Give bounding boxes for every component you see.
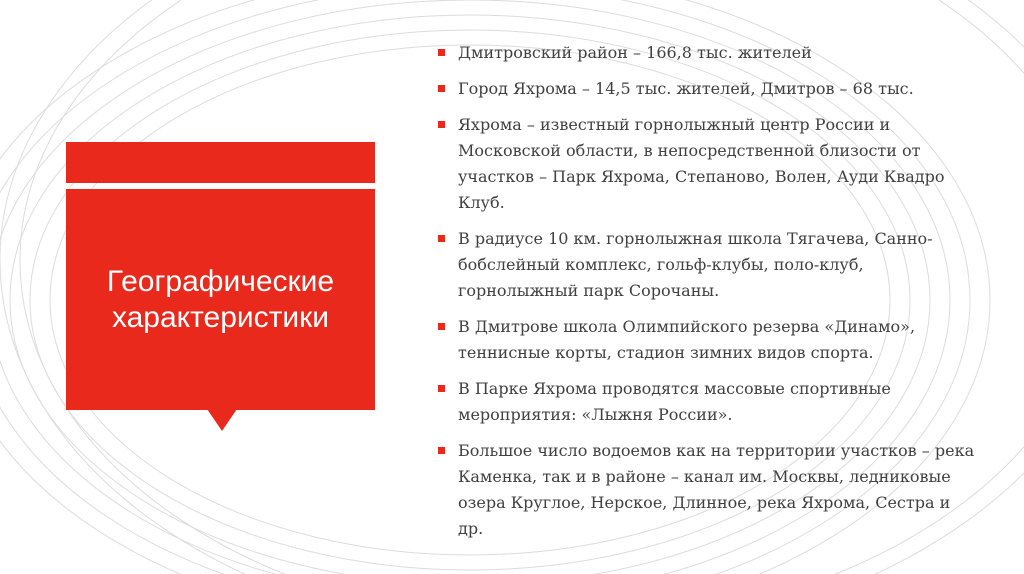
bullet-item — [437, 40, 977, 66]
bullet-text: Большое число водоемов как на территории участков – река Каменка, так и в районе – канал им. Москвы, ледниковые озера Круглое, Нерское, Длинное, река Яхрома, Сестра и др. — [458, 441, 975, 538]
bullet-square-icon — [438, 385, 445, 392]
title-panel-pointer — [207, 409, 237, 431]
bullet-square-icon — [438, 235, 445, 242]
bullet-item — [437, 226, 977, 304]
bullet-text: В радиусе 10 км. горнолыжная школа Тягачева, Санно-бобслейный комплекс, гольф-клубы, поло-клуб, горнолыжный парк Сорочаны. — [458, 229, 933, 300]
bullet-item — [437, 76, 977, 102]
bullet-text: В Дмитрове школа Олимпийского резерва «Динамо», теннисные корты, стадион зимних видов спорта. — [458, 317, 916, 362]
accent-strip — [66, 142, 375, 183]
bullet-item — [437, 112, 977, 216]
bullet-square-icon — [438, 121, 445, 128]
bullet-square-icon — [438, 447, 445, 454]
bullet-list — [437, 40, 977, 552]
bullet-square-icon — [438, 85, 445, 92]
bullet-item — [437, 376, 977, 428]
bullet-text: Яхрома – известный горнолыжный центр России и Московской области, в непосредственной близости от участков – Парк Яхрома, Степаново, Волен, Ауди Квадро Клуб. — [458, 115, 945, 212]
bullet-text: Город Яхрома – 14,5 тыс. жителей, Дмитров – 68 тыс. — [458, 79, 914, 98]
slide-title: Географические характеристики — [106, 264, 335, 334]
bullet-text: В Парке Яхрома проводятся массовые спортивные мероприятия: «Лыжня России». — [458, 379, 891, 424]
bullet-item — [437, 438, 977, 542]
bullet-text: Дмитровский район – 166,8 тыс. жителей — [458, 43, 812, 62]
bullet-item — [437, 314, 977, 366]
bullet-square-icon — [438, 49, 445, 56]
bullet-square-icon — [438, 323, 445, 330]
